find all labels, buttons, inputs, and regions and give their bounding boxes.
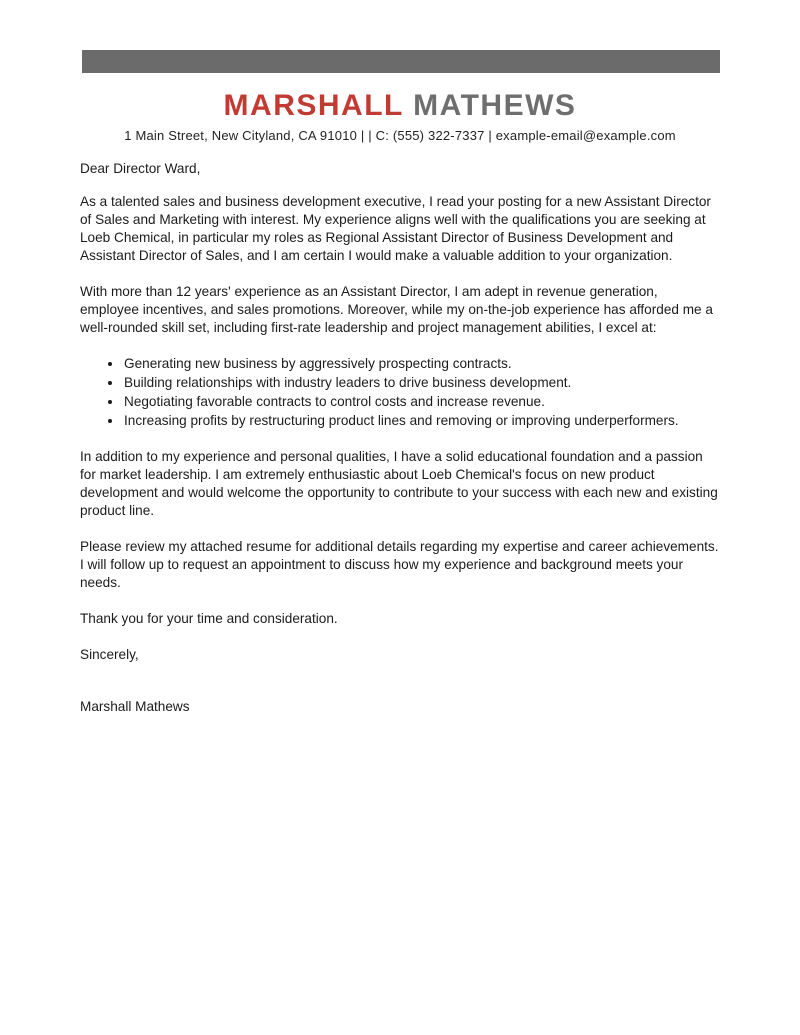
header-accent-bar [82, 50, 720, 73]
skills-bullet-list [80, 355, 720, 430]
thank-you-line: Thank you for your time and consideration. [80, 611, 338, 626]
sign-off: Sincerely, [80, 647, 139, 662]
bullet-item: • Increasing profits by restructuring product lines and removing or improving underperformers. [123, 412, 720, 430]
salutation: Dear Director Ward, [80, 161, 201, 176]
paragraph-intro: As a talented sales and business development executive, I read your posting for a new Assistant Director of Sales and Marketing with interest. My experience aligns well with the qualifications you are seeking at Loeb Chemical, in particular my roles as Regional Assistant Director of Business Development and Assistant Director of Sales, and I am certain I would make a valuable addition to your organization. [80, 194, 711, 263]
signature-name: Marshall Mathews [80, 699, 190, 714]
applicant-name [0, 88, 800, 124]
letterhead [0, 88, 800, 143]
paragraph-qualities: In addition to my experience and personal qualities, I have a solid educational foundation and a passion for market leadership. I am extremely enthusiastic about Loeb Chemical's focus on new product development and would welcome the opportunity to contribute to your success with each new and existing product line. [80, 449, 718, 518]
applicant-last-name: MATHEWS [413, 89, 577, 122]
paragraph-resume: Please review my attached resume for additional details regarding my expertise and career achievements. I will follow up to request an appointment to discuss how my experience and background meets your needs. [80, 539, 719, 590]
applicant-first-name: MARSHALL [223, 89, 404, 122]
bullet-item: • Negotiating favorable contracts to control costs and increase revenue. [123, 393, 720, 411]
bullet-item: • Building relationships with industry leaders to drive business development. [123, 374, 720, 392]
letter-body [80, 160, 720, 716]
contact-info-line: 1 Main Street, New Cityland, CA 91010 | | C: (555) 322-7337 | example-email@example.com [124, 128, 676, 143]
paragraph-experience: With more than 12 years' experience as an Assistant Director, I am adept in revenue generation, employee incentives, and sales promotions. Moreover, while my on-the-job experience has afforded me a well-rounded skill set, including first-rate leadership and project management abilities, I excel at: [80, 284, 713, 335]
bullet-item: • Generating new business by aggressively prospecting contracts. [123, 355, 720, 373]
